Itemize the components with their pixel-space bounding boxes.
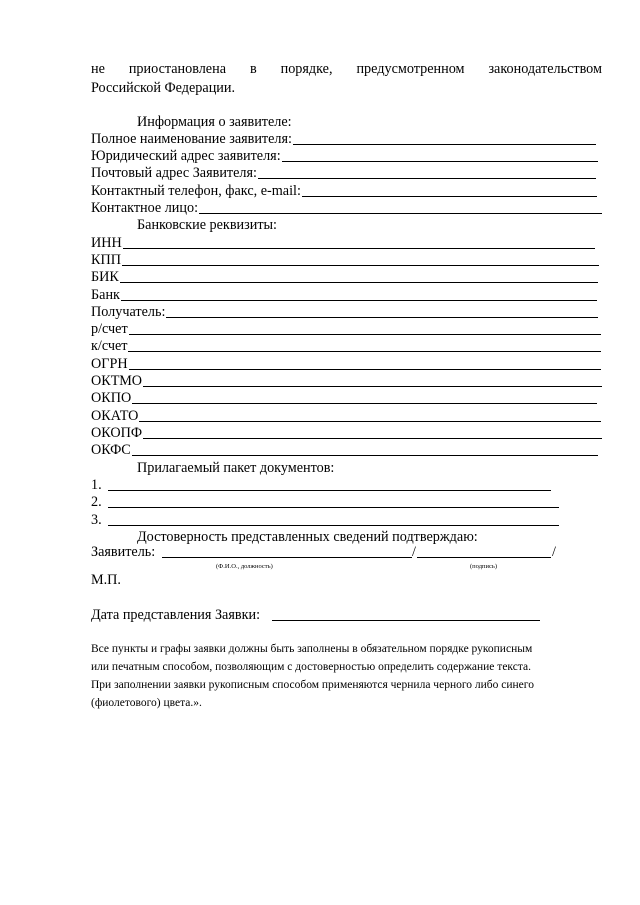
note-line: При заполнении заявки рукописным способом применяются чернила черного либо синего [91, 679, 534, 691]
document-item-3[interactable] [91, 511, 559, 529]
item-number: 3. [91, 512, 102, 528]
field-label: к/счет [91, 338, 128, 354]
field-correspondent-account[interactable] [91, 337, 601, 355]
field-label: ИНН [91, 235, 122, 251]
caption-signature: (подпись) [470, 563, 497, 570]
fill-line [143, 438, 602, 439]
fill-line [123, 248, 595, 249]
fill-line [282, 161, 598, 162]
field-contact-person[interactable] [91, 199, 602, 217]
fill-line [129, 334, 601, 335]
field-inn[interactable] [91, 234, 595, 252]
field-bik[interactable] [91, 268, 598, 286]
intro-line-2: Российской Федерации. [91, 80, 236, 96]
document-item-2[interactable] [91, 493, 559, 511]
field-okato[interactable] [91, 407, 601, 425]
fill-line [120, 282, 598, 283]
fill-line [258, 178, 596, 179]
caption-name-position: (Ф.И.О., должность) [216, 563, 273, 570]
bank-details-heading: Банковские реквизиты: [137, 217, 277, 233]
fill-line [132, 455, 598, 456]
field-label: ОКОПФ [91, 425, 143, 441]
instructions-note [91, 640, 602, 712]
applicant-label: Заявитель: [91, 544, 156, 560]
field-label: Юридический адрес заявителя: [91, 148, 281, 164]
fill-line [121, 300, 597, 301]
fill-line [166, 317, 598, 318]
item-number: 2. [91, 494, 102, 510]
fill-line [293, 144, 596, 145]
field-label: БИК [91, 269, 119, 285]
field-recipient[interactable] [91, 303, 598, 321]
signature-field[interactable] [417, 557, 551, 558]
field-postal-address[interactable] [91, 164, 596, 182]
fill-line [129, 369, 601, 370]
field-label: Контактный телефон, факс, e-mail: [91, 183, 301, 199]
field-label: ОКФС [91, 442, 131, 458]
field-label: ОКАТО [91, 408, 139, 424]
field-okfs[interactable] [91, 441, 598, 459]
intro-paragraph [91, 60, 602, 98]
slash-separator: / [412, 544, 416, 560]
field-okopf[interactable] [91, 424, 602, 442]
field-label: Получатель: [91, 304, 166, 320]
field-label: ОГРН [91, 356, 128, 372]
field-submission-date[interactable] [91, 606, 540, 624]
fill-line [122, 265, 599, 266]
field-settlement-account[interactable] [91, 320, 601, 338]
fill-line [132, 403, 597, 404]
field-legal-address[interactable] [91, 147, 598, 165]
field-okpo[interactable] [91, 389, 597, 407]
field-label: КПП [91, 252, 121, 268]
field-ogrn[interactable] [91, 355, 601, 373]
field-kpp[interactable] [91, 251, 599, 269]
signature-row [91, 543, 561, 561]
item-number: 1. [91, 477, 102, 493]
confirm-heading: Достоверность представленных сведений подтверждаю: [137, 529, 478, 545]
field-contact-phone[interactable] [91, 182, 597, 200]
field-label: Банк [91, 287, 120, 303]
stamp-place: М.П. [91, 572, 121, 588]
fill-line [143, 386, 602, 387]
fill-line [199, 213, 602, 214]
slash-separator: / [552, 544, 556, 560]
field-full-name[interactable] [91, 130, 596, 148]
field-label: ОКТМО [91, 373, 143, 389]
note-line: (фиолетового) цвета.». [91, 697, 202, 709]
field-label: ОКПО [91, 390, 132, 406]
field-label: Дата представления Заявки: [91, 607, 261, 623]
field-bank[interactable] [91, 286, 597, 304]
fill-line [128, 351, 601, 352]
field-label: р/счет [91, 321, 128, 337]
fill-line [108, 525, 559, 526]
fill-line [108, 507, 559, 508]
name-position-field[interactable] [162, 557, 412, 558]
note-line: или печатным способом, позволяющим с достоверностью определить содержание текста. [91, 661, 531, 673]
applicant-info-heading: Информация о заявителе: [137, 114, 292, 130]
fill-line [139, 421, 601, 422]
field-label: Полное наименование заявителя: [91, 131, 292, 147]
field-label: Контактное лицо: [91, 200, 199, 216]
fill-line [108, 490, 551, 491]
field-label: Почтовый адрес Заявителя: [91, 165, 257, 181]
fill-line [302, 196, 597, 197]
note-line: Все пункты и графы заявки должны быть заполнены в обязательном порядке рукописным [91, 643, 533, 655]
intro-line-1: не приостановлена в порядке, предусмотренном законодательством [91, 61, 602, 77]
document-item-1[interactable] [91, 476, 551, 494]
documents-heading: Прилагаемый пакет документов: [137, 460, 335, 476]
fill-line [272, 620, 540, 621]
field-oktmo[interactable] [91, 372, 602, 390]
